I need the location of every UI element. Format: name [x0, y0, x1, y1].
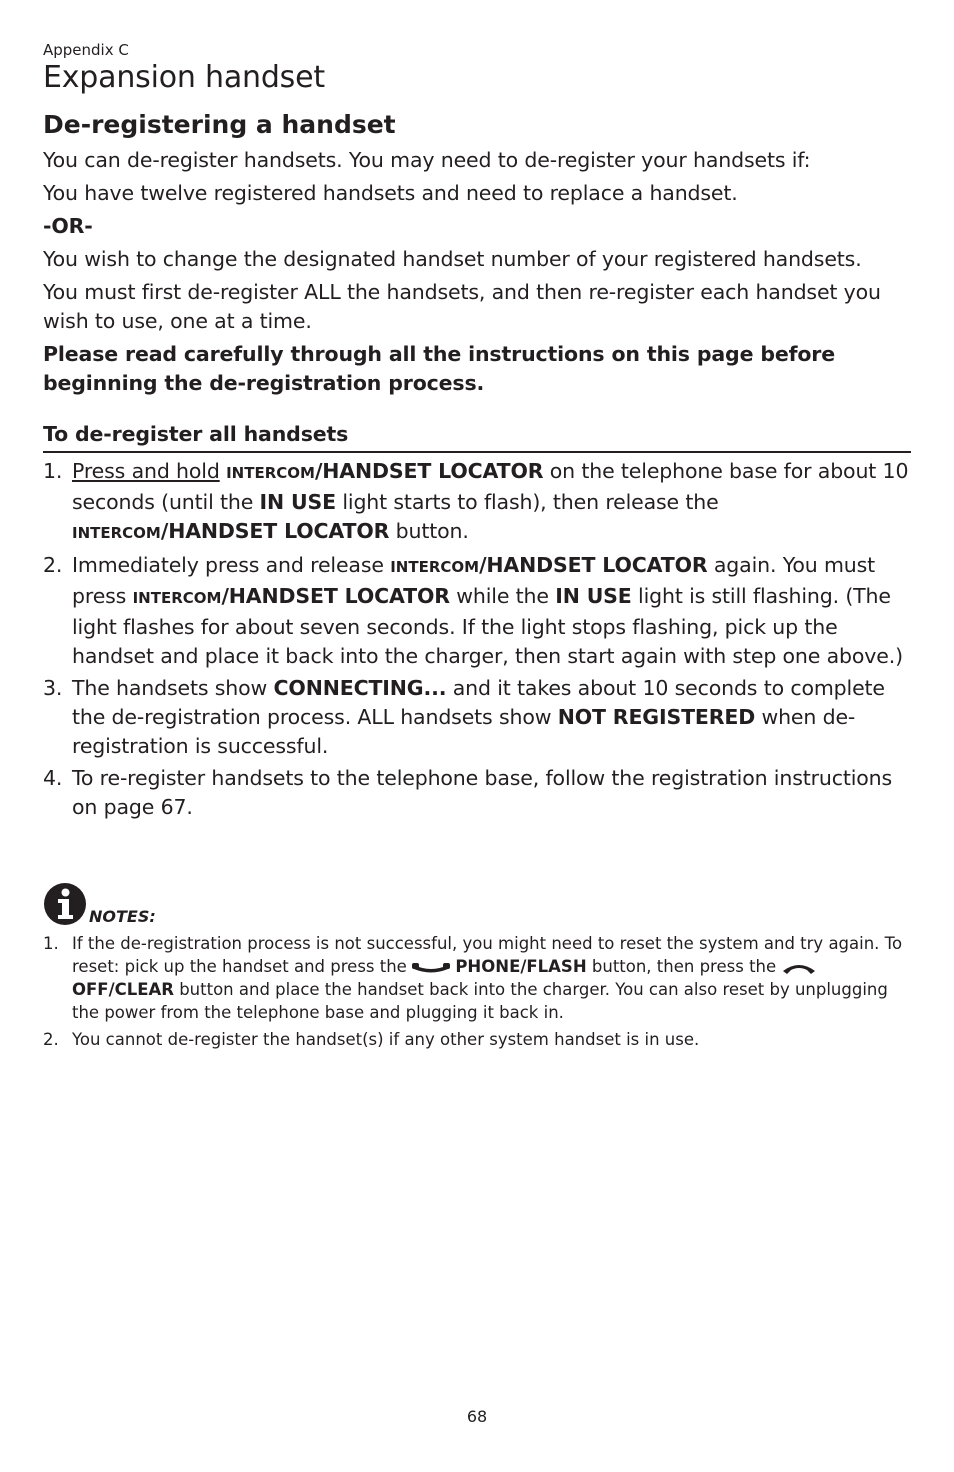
in-use-light: IN USE: [259, 490, 336, 514]
step-text: button.: [389, 519, 469, 543]
notes-header: [43, 880, 911, 926]
notes-label: NOTES:: [89, 907, 156, 926]
handset-locator-key: /HANDSET LOCATOR: [314, 459, 544, 483]
note-number: 2.: [43, 1030, 59, 1049]
intercom-key: INTERCOM: [72, 524, 161, 542]
note-2: [43, 1028, 911, 1051]
hang-up-icon: [781, 961, 817, 975]
step-4: [43, 764, 911, 822]
intro-paragraph: You can de-register handsets. You may need to de-register your handsets if:: [43, 148, 811, 172]
must-first-paragraph: You must first de-register ALL the handsets, and then re-register each handset you wish to use, one at a time.: [43, 280, 881, 333]
step-text: again. You must press: [72, 553, 876, 608]
condition-2: You wish to change the designated handset number of your registered handsets.: [43, 247, 862, 271]
note-text: button and place the handset back into the charger. You can also reset by unplugging the power from the telephone base and plugging it back in.: [72, 980, 888, 1022]
step-number: 4.: [43, 766, 63, 790]
note-text: button, then press the: [586, 957, 782, 976]
press-hold-text: Press and hold: [72, 459, 220, 483]
warning-paragraph: Please read carefully through all the instructions on this page before beginning the de-registration process.: [43, 342, 836, 395]
step-number: 1.: [43, 459, 63, 483]
phone-flash-key: PHONE/FLASH: [455, 957, 587, 976]
condition-1: You have twelve registered handsets and need to replace a handset.: [43, 181, 738, 205]
intercom-key: INTERCOM: [132, 589, 222, 607]
step-text: while the: [449, 584, 556, 608]
connecting-display: CONNECTING...: [273, 676, 447, 700]
note-text: You cannot de-register the handset(s) if any other system handset is in use.: [72, 1030, 700, 1049]
step-text: light is still flashing. (The light flashes for about seven seconds. If the light stops flashing, pick up the handset and place it back into the charger, then start again with step one above.): [72, 584, 903, 668]
step-text: light starts to flash), then release the: [335, 490, 719, 514]
step-text: when de-registration is successful.: [72, 705, 856, 758]
not-registered-display: NOT REGISTERED: [557, 705, 756, 729]
chapter-title: Expansion handset: [43, 60, 325, 95]
intercom-key: INTERCOM: [390, 558, 480, 576]
procedure-steps: [43, 457, 911, 822]
procedure-heading: To de-register all handsets: [43, 420, 911, 453]
step-text: To re-register handsets to the telephone base, follow the registration instructions on page 67.: [72, 766, 893, 819]
step-number: 2.: [43, 553, 63, 577]
page-number: 68: [466, 1407, 488, 1426]
note-number: 1.: [43, 934, 59, 953]
notes-list: [43, 932, 911, 1051]
off-clear-key: OFF/CLEAR: [72, 980, 174, 999]
handset-locator-key: /HANDSET LOCATOR: [221, 584, 450, 608]
step-text: and it takes about 10 seconds to complete the de-registration process. ALL handsets show: [72, 676, 885, 729]
note-1: [43, 932, 911, 1024]
step-number: 3.: [43, 676, 63, 700]
in-use-light: IN USE: [555, 584, 632, 608]
appendix-label: Appendix C: [43, 41, 129, 59]
handset-locator-key: /HANDSET LOCATOR: [160, 519, 390, 543]
phone-handset-icon: [412, 961, 450, 975]
step-2: [43, 551, 911, 671]
section-body: [43, 146, 911, 825]
step-text: Immediately press and release: [72, 553, 391, 577]
intercom-key: INTERCOM: [226, 464, 315, 482]
step-text: The handsets show: [72, 676, 274, 700]
or-separator: -OR-: [43, 214, 93, 238]
handset-locator-key: /HANDSET LOCATOR: [479, 553, 708, 577]
notes-box: [43, 880, 911, 1055]
step-text: on the telephone base for about 10 seconds (until the: [72, 459, 909, 514]
note-text: If the de-registration process is not successful, you might need to reset the system and try again. To reset: pick up the handset and press the: [72, 934, 903, 976]
section-title: De-registering a handset: [43, 110, 396, 139]
info-icon: [43, 882, 87, 926]
step-1: [43, 457, 911, 548]
step-3: [43, 674, 911, 761]
